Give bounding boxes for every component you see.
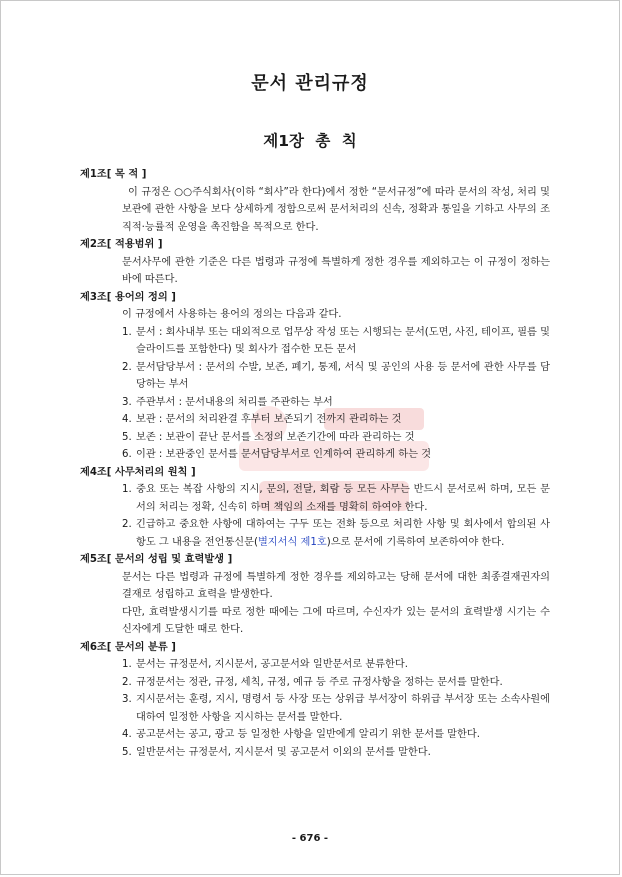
list-item: 4. 보관 : 문서의 처리완결 후부터 보존되기 전까지 관리하는 것 — [122, 414, 402, 425]
list-item: 3. 주관부서 : 문서내용의 처리를 주관하는 부서 — [122, 396, 333, 408]
article-5-text-1: 문서는 다른 법령과 규정에 특별하게 정한 경우를 제외하고는 당해 문서에 대한 최종결재권자의 결재로 성립하고 효력을 발생한다. — [122, 571, 550, 600]
article-1-heading: 제1조[ 목 적 ] — [80, 169, 147, 180]
article-1-text: 이 규정은 ○○주식회사(이하 “회사”라 한다)에서 정한 “문서규정”에 따라 문서의 작성, 처리 및 보관에 관한 사항을 보다 상세하게 정함으로써 문서처리의 신속, 정확과 통일을 기하고 사무의 조직적·능률적 운영을 촉진함을 목적으로 한다. — [122, 186, 550, 233]
page-number: - 676 - — [291, 833, 329, 844]
list-item: 2. 문서담당부서 : 문서의 수발, 보존, 폐기, 통제, 서식 및 공인의 사용 등 문서에 관한 사무를 담당하는 부서 — [122, 361, 550, 390]
list-item: 4. 공고문서는 공고, 광고 등 일정한 사항을 일반에게 알리기 위한 문서를 말한다. — [122, 729, 480, 740]
list-item: 6. 이관 : 보관중인 문서를 문서담당부서로 인계하여 관리하게 하는 것 — [122, 449, 432, 460]
list-item: 3. 지시문서는 훈령, 지시, 명령서 등 사장 또는 상위급 부서장이 하위급 부서장 또는 소속사원에 대하여 일정한 사항을 지시하는 문서를 말한다. — [122, 694, 550, 723]
article-2-heading: 제2조[ 적용범위 ] — [80, 239, 163, 250]
document-body — [80, 166, 550, 761]
list-item: 1. 중요 또는 복잡 사항의 지시, 문의, 전달, 회람 등 모든 사무는 반드시 문서로써 하며, 모든 문서의 처리는 정확, 신속히 하며 책임의 소재를 명확히 하여야 한다. — [122, 484, 550, 513]
list-item: 5. 일반문서는 규정문서, 지시문서 및 공고문서 이외의 문서를 말한다. — [122, 746, 431, 758]
list-item: 1. 문서 : 회사내부 또는 대외적으로 업무상 작성 또는 시행되는 문서(도면, 사진, 테이프, 필름 및 슬라이드를 포함한다) 및 회사가 접수한 모든 문서 — [122, 326, 550, 355]
document-title: 문서 관리규정 — [251, 73, 369, 94]
article-4-heading: 제4조[ 사무처리의 원칙 ] — [80, 466, 196, 478]
list-item: 2. 규정문서는 정관, 규정, 세칙, 규정, 예규 등 주로 규정사항을 정하는 문서를 말한다. — [122, 676, 503, 688]
article-2-text: 문서사무에 관한 기준은 다른 법령과 규정에 특별하게 정한 경우를 제외하고는 이 규정이 정하는 바에 따른다. — [122, 256, 550, 285]
list-item: 1. 문서는 규정문서, 지시문서, 공고문서와 일반문서로 분류한다. — [122, 659, 408, 670]
article-5-text-2: 다만, 효력발생시기를 따로 정한 때에는 그에 따르며, 수신자가 있는 문서의 효력발생 시기는 수신자에게 도달한 때로 한다. — [122, 606, 550, 635]
chapter-title: 제1장 총 칙 — [263, 132, 357, 150]
article-3-text: 이 규정에서 사용하는 용어의 정의는 다음과 같다. — [122, 309, 342, 320]
article-6-heading: 제6조[ 문서의 분류 ] — [80, 641, 176, 653]
list-item: 2. 긴급하고 중요한 사항에 대하여는 구두 또는 전화 등으로 처리한 사항 및 회사에서 합의된 사항도 그 내용을 전언통신문(별지서식 제1호)으로 문서에 기록하여 보존하여야 한다. — [122, 519, 550, 548]
list-item: 5. 보존 : 보관이 끝난 문서를 소정의 보존기간에 따라 관리하는 것 — [122, 431, 415, 443]
article-3-heading: 제3조[ 용어의 정의 ] — [80, 291, 176, 303]
form-reference-link[interactable]: 별지서식 제1호 — [257, 536, 327, 548]
article-5-heading: 제5조[ 문서의 성립 및 효력발생 ] — [80, 554, 233, 565]
